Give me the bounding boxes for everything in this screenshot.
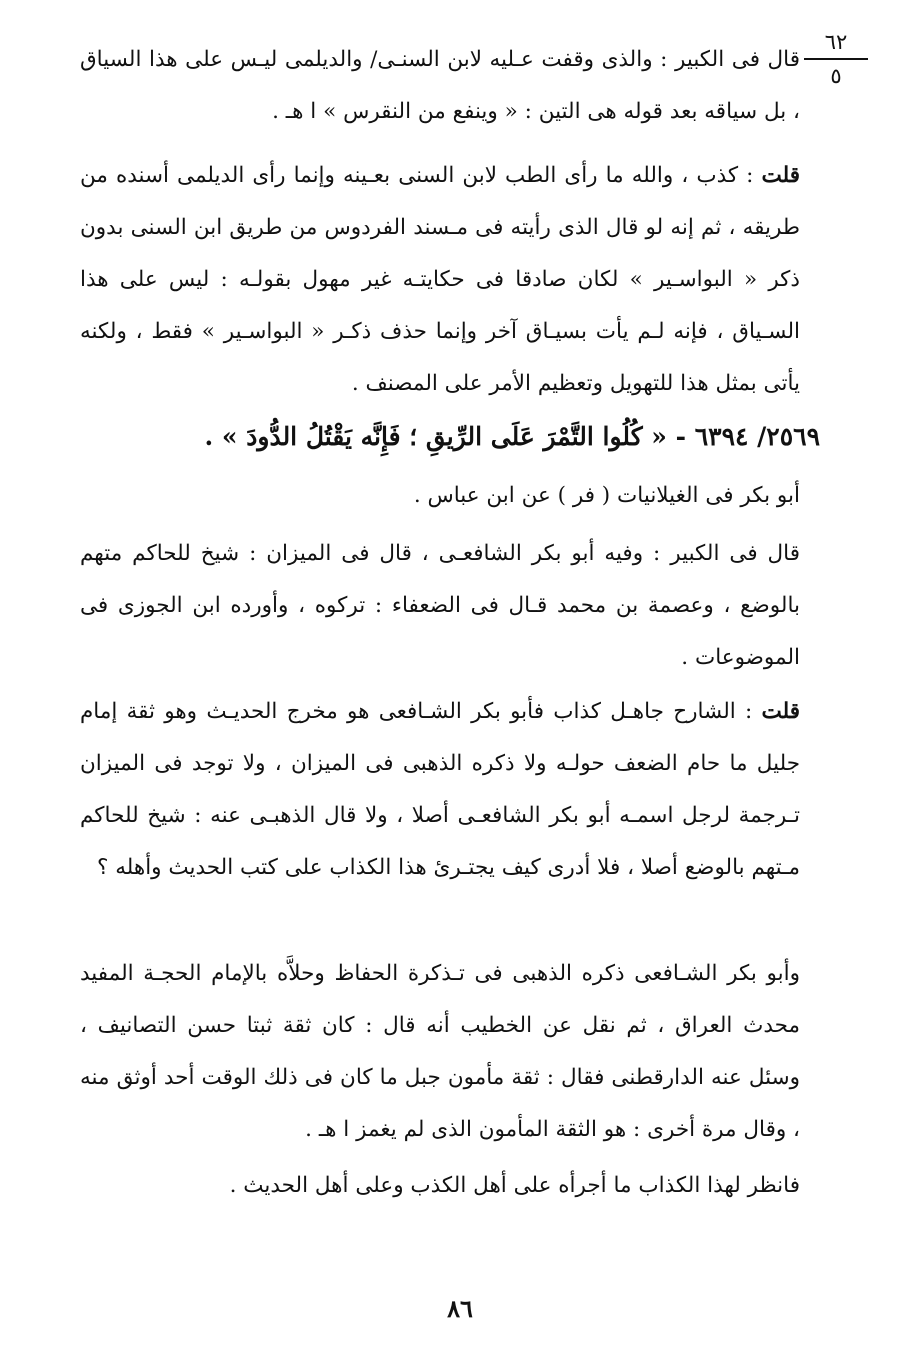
hadith-heading: ٢٥٦٩/ ٦٣٩٤ - « كُلُوا التَّمْرَ عَلَى الرِّيقِ ؛ فَإِنَّه يَقْتُلُ الدُّودَ » . [204, 422, 820, 451]
margin-ref-number: ٦٢ [824, 30, 848, 54]
paragraph-7 [80, 1160, 800, 1212]
paragraph-2-lead: قلت [761, 163, 800, 188]
paragraph-5-lead: قلت [761, 699, 800, 724]
paragraph-5 [80, 686, 800, 894]
paragraph-6 [80, 948, 800, 1156]
paragraph-2 [80, 150, 800, 410]
page-number: ٨٦ [447, 1294, 473, 1323]
margin-sub-number: ٥ [830, 64, 842, 88]
paragraph-4-text: قال فى الكبير : وفيه أبو بكر الشافعـى ، قال فى الميزان : شيخ للحاكم متهم بالوضع ، وعصمة بن محمد قـال فى الضعفاء : تركوه ، وأورده ابن الجوزى فى الموضوعات . [80, 541, 800, 670]
margin-rule [804, 58, 868, 60]
paragraph-2-text: : كذب ، والله ما رأى الطب لابن السنى بعـينه وإنما رأى الديلمى أسنده من طريقه ، ثم إنه لو قال الذى رأيته فى مـسند الفردوس من طريق ابن السنى بدون ذكر « البواسـير » لكان صادقا فى حكايتـه غير مهول بقولـه : ليس على هذا السـياق ، فإنه لـم يأت بسيـاق آخر وإنما حذف ذكـر « البواسـير » فقط ، ولكنه يأتى بمثل هذا للتهويل وتعظيم الأمر على المصنف . [80, 163, 800, 396]
paragraph-1 [80, 34, 800, 138]
paragraph-1-text: قال فى الكبير : والذى وقفت عـليه لابن السنـى/ والديلمى ليـس على هذا السياق ، بل سياقه بعد قوله هى التين : « وينفع من النقرس » ا هـ . [80, 47, 800, 124]
paragraph-4 [80, 528, 800, 684]
paragraph-5-text: : الشارح جاهـل كذاب فأبو بكر الشـافعى هو مخرج الحديـث وهو ثقة إمام جليل ما حام الضعف حولـه ولا ذكره الذهبى فى الميزان ، ولا توجد فى الميزان تـرجمة لرجل اسمـه أبو بكر الشافعـى أصلا ، ولا قال الذهبـى عنه : شيخ للحاكم مـتهم بالوضع أصلا ، فلا أدرى كيف يجتـرئ هذا الكذاب على كتب الحديث وأهله ؟ [80, 699, 800, 880]
paragraph-3 [80, 470, 800, 522]
paragraph-7-text: فانظر لهذا الكذاب ما أجرأه على أهل الكذب وعلى أهل الحديث . [229, 1173, 800, 1198]
paragraph-6-text: وأبو بكر الشـافعى ذكره الذهبى فى تـذكرة الحفاظ وحلاَّه بالإمام الحجـة المفيد محدث العراق ، ثم نقل عن الخطيب أنه قال : كان ثقة ثبتا حسن التصانيف ، وسئل عنه الدارقطنى فقال : ثقة مأمون جبل ما كان فى ذلك الوقت أحد أوثق منه ، وقال مرة أخرى : هو الثقة المأمون الذى لم يغمز ا هـ . [80, 961, 800, 1142]
paragraph-3-text: أبو بكر فى الغيلانيات ( فر ) عن ابن عباس . [413, 483, 800, 508]
margin-reference [804, 30, 868, 88]
